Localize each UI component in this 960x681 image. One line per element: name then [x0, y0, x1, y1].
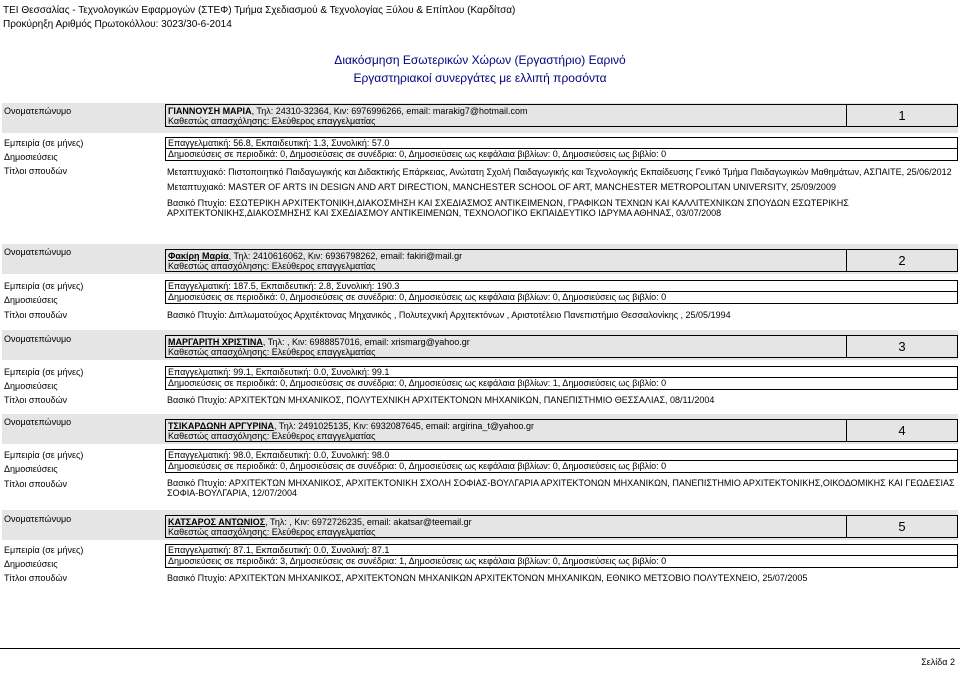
- publications-value: Δημοσιεύσεις σε περιοδικά: 0, Δημοσιεύσεις σε συνέδρια: 0, Δημοσιεύσεις ως κεφάλαια βιβλίων: 0, Δημοσιεύσεις ως βιβλίο: 0: [165, 292, 958, 304]
- experience-value: Επαγγελματική: 187.5, Εκπαιδευτική: 2.8, Συνολική: 190.3: [165, 280, 958, 292]
- degrees-label: Τίτλοι σπουδών: [4, 573, 68, 583]
- employment-status: Καθεστώς απασχόλησης: Ελεύθερος επαγγελματίας: [168, 431, 376, 442]
- degree-item: Βασικό Πτυχίο: Διπλωματούχος Αρχιτέκτονας Μηχανικός , Πολυτεχνική Αρχιτεκτόνων , Αριστοτέλειο Πανεπιστήμιο Θεσσαλονίκης , 25/05/1994: [167, 310, 731, 320]
- contact-info: , Τηλ: 2491025135, Κιν: 6932087645, email: argirina_t@yahoo.gr: [274, 421, 535, 431]
- name-box: [165, 335, 847, 358]
- publications-value: Δημοσιεύσεις σε περιοδικά: 3, Δημοσιεύσεις σε συνέδρια: 1, Δημοσιεύσεις ως κεφάλαια βιβλίων: 0, Δημοσιεύσεις ως βιβλίο: 0: [165, 556, 958, 568]
- experience-value: Επαγγελματική: 98.0, Εκπαιδευτική: 0.0, Συνολική: 98.0: [165, 449, 958, 461]
- contact-info: , Τηλ: 2410616062, Κιν: 6936798262, email: fakiri@mail.gr: [228, 251, 463, 261]
- employment-status: Καθεστώς απασχόλησης: Ελεύθερος επαγγελματίας: [168, 527, 376, 538]
- person-name: ΜΑΡΓΑΡΙΤΗ ΧΡΙΣΤΙΝΑ: [168, 337, 263, 347]
- publications-label: Δημοσιεύσεις: [4, 464, 58, 474]
- document-subtitle: Εργαστηριακοί συνεργάτες με ελλιπή προσόντα: [353, 71, 607, 85]
- publications-label: Δημοσιεύσεις: [4, 152, 58, 162]
- record-number: 2: [847, 249, 958, 272]
- name-label: Ονοματεπώνυμο: [4, 514, 72, 524]
- page-number: Σελίδα 2: [921, 657, 955, 667]
- degrees-list: [165, 310, 958, 325]
- name-box: [165, 515, 847, 538]
- experience-label: Εμπειρία (σε μήνες): [4, 367, 84, 377]
- contact-info: , Τηλ: 24310-32364, Κιν: 6976996266, email: marakig7@hotmail.com: [251, 106, 528, 116]
- name-label: Ονοματεπώνυμο: [4, 247, 72, 257]
- degrees-list: [165, 478, 958, 504]
- person-name: ΓΙΑΝΝΟΥΣΗ ΜΑΡΙΑ: [168, 106, 252, 116]
- contact-info: , Τηλ: , Κιν: 6988857016, email: xrismarg@yahoo.gr: [262, 337, 470, 347]
- document-title: Διακόσμηση Εσωτερικών Χώρων (Εργαστήριο) Εαρινό: [334, 53, 626, 67]
- person-name: ΤΣΙΚΑΡΔΩΝΗ ΑΡΓΥΡΙΝΑ: [168, 421, 275, 431]
- document-header: [3, 4, 515, 32]
- experience-value: Επαγγελματική: 87.1, Εκπαιδευτική: 0.0, Συνολική: 87.1: [165, 544, 958, 556]
- publications-value: Δημοσιεύσεις σε περιοδικά: 0, Δημοσιεύσεις σε συνέδρια: 0, Δημοσιεύσεις ως κεφάλαια βιβλίων: 0, Δημοσιεύσεις ως βιβλίο: 0: [165, 149, 958, 161]
- experience-label: Εμπειρία (σε μήνες): [4, 450, 84, 460]
- person-name: Φακίρη Μαρία: [168, 251, 229, 261]
- experience-label: Εμπειρία (σε μήνες): [4, 545, 84, 555]
- degrees-list: [165, 573, 958, 588]
- experience-value: Επαγγελματική: 99.1, Εκπαιδευτική: 0.0, Συνολική: 99.1: [165, 366, 958, 378]
- name-label: Ονοματεπώνυμο: [4, 106, 72, 116]
- experience-label: Εμπειρία (σε μήνες): [4, 281, 84, 291]
- degree-item: Βασικό Πτυχίο: ΕΣΩΤΕΡΙΚΗ ΑΡΧΙΤΕΚΤΟΝΙΚΗ,ΔΙΑΚΟΣΜΗΣΗ ΚΑΙ ΣΧΕΔΙΑΣΜΟΣ ΑΝΤΙΚΕΙΜΕΝΩΝ, ΓΡΑΦΙΚΩΝ ΤΕΧΝΩΝ ΚΑΙ ΚΑΛΛΙΤΕΧΝΙΚΩΝ ΣΠΟΥΔΩΝ ΕΣΩΤΕΡΙΚΗΣ ΑΡΧΙΤΕΚΤΟΝΙΚΗΣ,ΔΙΑΚΟΣΜΗΣΗΣ ΚΑΙ ΣΧΕΔΙΑΣΜΟΥ ΑΝΤΙΚΕΙΜΕΝΩΝ, ΤΕΧΝΟΛΟΓΙΚΟ ΕΚΠΑΙΔΕΥΤΙΚΟ ΙΔΡΥΜΑ ΑΘΗΝΑΣ, 03/07/2008: [167, 197, 849, 219]
- contact-info: , Τηλ: , Κιν: 6972726235, email: akatsar@teemail.gr: [265, 517, 472, 527]
- name-box: [165, 419, 847, 442]
- protocol-line: Προκύρηξη Αριθμός Πρωτοκόλλου: 3023/30-6-2014: [3, 19, 232, 30]
- degrees-label: Τίτλοι σπουδών: [4, 395, 68, 405]
- person-name: ΚΑΤΣΑΡΟΣ ΑΝΤΩΝΙΟΣ: [168, 517, 266, 527]
- record-number: 4: [847, 419, 958, 442]
- degrees-list: [165, 395, 958, 410]
- name-label: Ονοματεπώνυμο: [4, 334, 72, 344]
- record-number: 1: [847, 104, 958, 127]
- degree-item: Μεταπτυχιακό: MASTER OF ARTS IN DESIGN AND ART DIRECTION, MANCHESTER SCHOOL OF ART, MANCHESTER METROPOLITAN UNIVERSITY, 25/09/2009: [167, 182, 836, 193]
- degrees-label: Τίτλοι σπουδών: [4, 166, 68, 176]
- degrees-label: Τίτλοι σπουδών: [4, 310, 68, 320]
- publications-value: Δημοσιεύσεις σε περιοδικά: 0, Δημοσιεύσεις σε συνέδρια: 0, Δημοσιεύσεις ως κεφάλαια βιβλίων: 0, Δημοσιεύσεις ως βιβλίο: 0: [165, 461, 958, 473]
- record-number: 5: [847, 515, 958, 538]
- employment-status: Καθεστώς απασχόλησης: Ελεύθερος επαγγελματίας: [168, 347, 376, 358]
- employment-status: Καθεστώς απασχόλησης: Ελεύθερος επαγγελματίας: [168, 261, 376, 272]
- publications-label: Δημοσιεύσεις: [4, 295, 58, 305]
- degree-item: Μεταπτυχιακό: Πιστοποιητικό Παιδαγωγικής και Διδακτικής Επάρκειας, Ανώτατη Σχολή Παιδαγωγικής και Τεχνολογικής Εκπαίδευσης Γενικό Τμήμα Παιδαγωγικών Μαθημάτων, ΑΣΠΑΙΤΕ, 25/06/2012: [167, 167, 952, 177]
- experience-label: Εμπειρία (σε μήνες): [4, 138, 84, 148]
- publications-label: Δημοσιεύσεις: [4, 381, 58, 391]
- publications-value: Δημοσιεύσεις σε περιοδικά: 0, Δημοσιεύσεις σε συνέδρια: 0, Δημοσιεύσεις ως κεφάλαια βιβλίων: 1, Δημοσιεύσεις ως βιβλίο: 0: [165, 378, 958, 390]
- institution-line: ΤΕΙ Θεσσαλίας - Τεχνολογικών Εφαρμογών (ΣΤΕΦ) Τμήμα Σχεδιασμού & Τεχνολογίας Ξύλου & Επίπλου (Καρδίτσα): [3, 5, 516, 16]
- name-box: [165, 104, 847, 127]
- degrees-list: [165, 167, 958, 223]
- experience-value: Επαγγελματική: 56.8, Εκπαιδευτική: 1.3, Συνολική: 57.0: [165, 137, 958, 149]
- degree-item: Βασικό Πτυχίο: ΑΡΧΙΤΕΚΤΩΝ ΜΗΧΑΝΙΚΟΣ, ΠΟΛΥΤΕΧΝΙΚΗ ΑΡΧΙΤΕΚΤΟΝΩΝ ΜΗΧΑΝΙΚΩΝ, ΠΑΝΕΠΙΣΤΗΜΙΟ ΘΕΣΣΑΛΙΑΣ, 08/11/2004: [167, 395, 715, 405]
- employment-status: Καθεστώς απασχόλησης: Ελεύθερος επαγγελματίας: [168, 116, 376, 127]
- degrees-label: Τίτλοι σπουδών: [4, 479, 68, 489]
- name-box: [165, 249, 847, 272]
- footer-divider: [0, 648, 960, 649]
- degree-item: Βασικό Πτυχίο: ΑΡΧΙΤΕΚΤΩΝ ΜΗΧΑΝΙΚΟΣ, ΑΡΧΙΤΕΚΤΟΝΙΚΗ ΣΧΟΛΗ ΣΟΦΙΑΣ-ΒΟΥΛΓΑΡΙΑ ΑΡΧΙΤΕΚΤΟΝΩΝ ΜΗΧΑΝΙΚΩΝ, ΠΑΝΕΠΙΣΤΗΜΙΟ ΑΡΧΙΤΕΚΤΟΝΙΚΗΣ,ΟΙΚΟΔΟΜΙΚΗΣ ΚΑΙ ΓΕΩΔΕΣΙΑΣ ΣΟΦΙΑ-ΒΟΥΛΓΑΡΙΑ, 12/07/2004: [167, 478, 955, 499]
- publications-label: Δημοσιεύσεις: [4, 559, 58, 569]
- record-number: 3: [847, 335, 958, 358]
- degree-item: Βασικό Πτυχίο: ΑΡΧΙΤΕΚΤΩΝ ΜΗΧΑΝΙΚΟΣ, ΑΡΧΙΤΕΚΤΟΝΩΝ ΜΗΧΑΝΙΚΩΝ ΑΡΧΙΤΕΚΤΟΝΩΝ ΜΗΧΑΝΙΚΩΝ, ΕΘΝΙΚΟ ΜΕΤΣΟΒΙΟ ΠΟΛΥΤΕΧΝΕΙΟ, 25/07/2005: [167, 573, 808, 583]
- name-label: Ονοματεπώνυμο: [4, 417, 72, 427]
